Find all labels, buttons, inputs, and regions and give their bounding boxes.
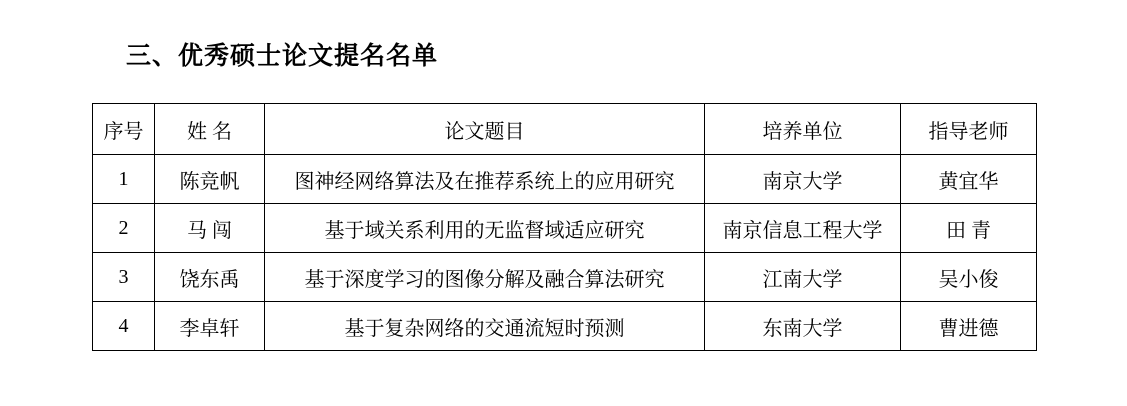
cell-advisor: 曹进德 [901, 302, 1037, 351]
cell-unit: 江南大学 [705, 253, 901, 302]
cell-unit: 南京大学 [705, 155, 901, 204]
column-header-name: 姓 名 [155, 104, 265, 155]
cell-advisor: 田 青 [901, 204, 1037, 253]
cell-index: 1 [93, 155, 155, 204]
table-body [93, 155, 1037, 351]
cell-name: 饶东禹 [155, 253, 265, 302]
table-row [93, 253, 1037, 302]
table-header [93, 104, 1037, 155]
column-header-unit: 培养单位 [705, 104, 901, 155]
cell-name: 李卓轩 [155, 302, 265, 351]
table-row [93, 204, 1037, 253]
cell-advisor: 吴小俊 [901, 253, 1037, 302]
cell-title: 基于复杂网络的交通流短时预测 [265, 302, 705, 351]
column-header-title: 论文题目 [265, 104, 705, 155]
column-header-index: 序号 [93, 104, 155, 155]
table-row [93, 302, 1037, 351]
nominee-table [92, 103, 1037, 351]
table-row [93, 155, 1037, 204]
table-header-row [93, 104, 1037, 155]
page-title: 三、优秀硕士论文提名名单 [126, 41, 439, 70]
cell-title: 图神经网络算法及在推荐系统上的应用研究 [265, 155, 705, 204]
cell-title: 基于域关系利用的无监督域适应研究 [265, 204, 705, 253]
column-header-advisor: 指导老师 [901, 104, 1037, 155]
cell-name: 陈竞帆 [155, 155, 265, 204]
nominee-table-container [92, 103, 1036, 351]
cell-unit: 东南大学 [705, 302, 901, 351]
cell-index: 2 [93, 204, 155, 253]
cell-index: 3 [93, 253, 155, 302]
cell-unit: 南京信息工程大学 [705, 204, 901, 253]
cell-name: 马 闯 [155, 204, 265, 253]
cell-title: 基于深度学习的图像分解及融合算法研究 [265, 253, 705, 302]
cell-advisor: 黄宜华 [901, 155, 1037, 204]
cell-index: 4 [93, 302, 155, 351]
